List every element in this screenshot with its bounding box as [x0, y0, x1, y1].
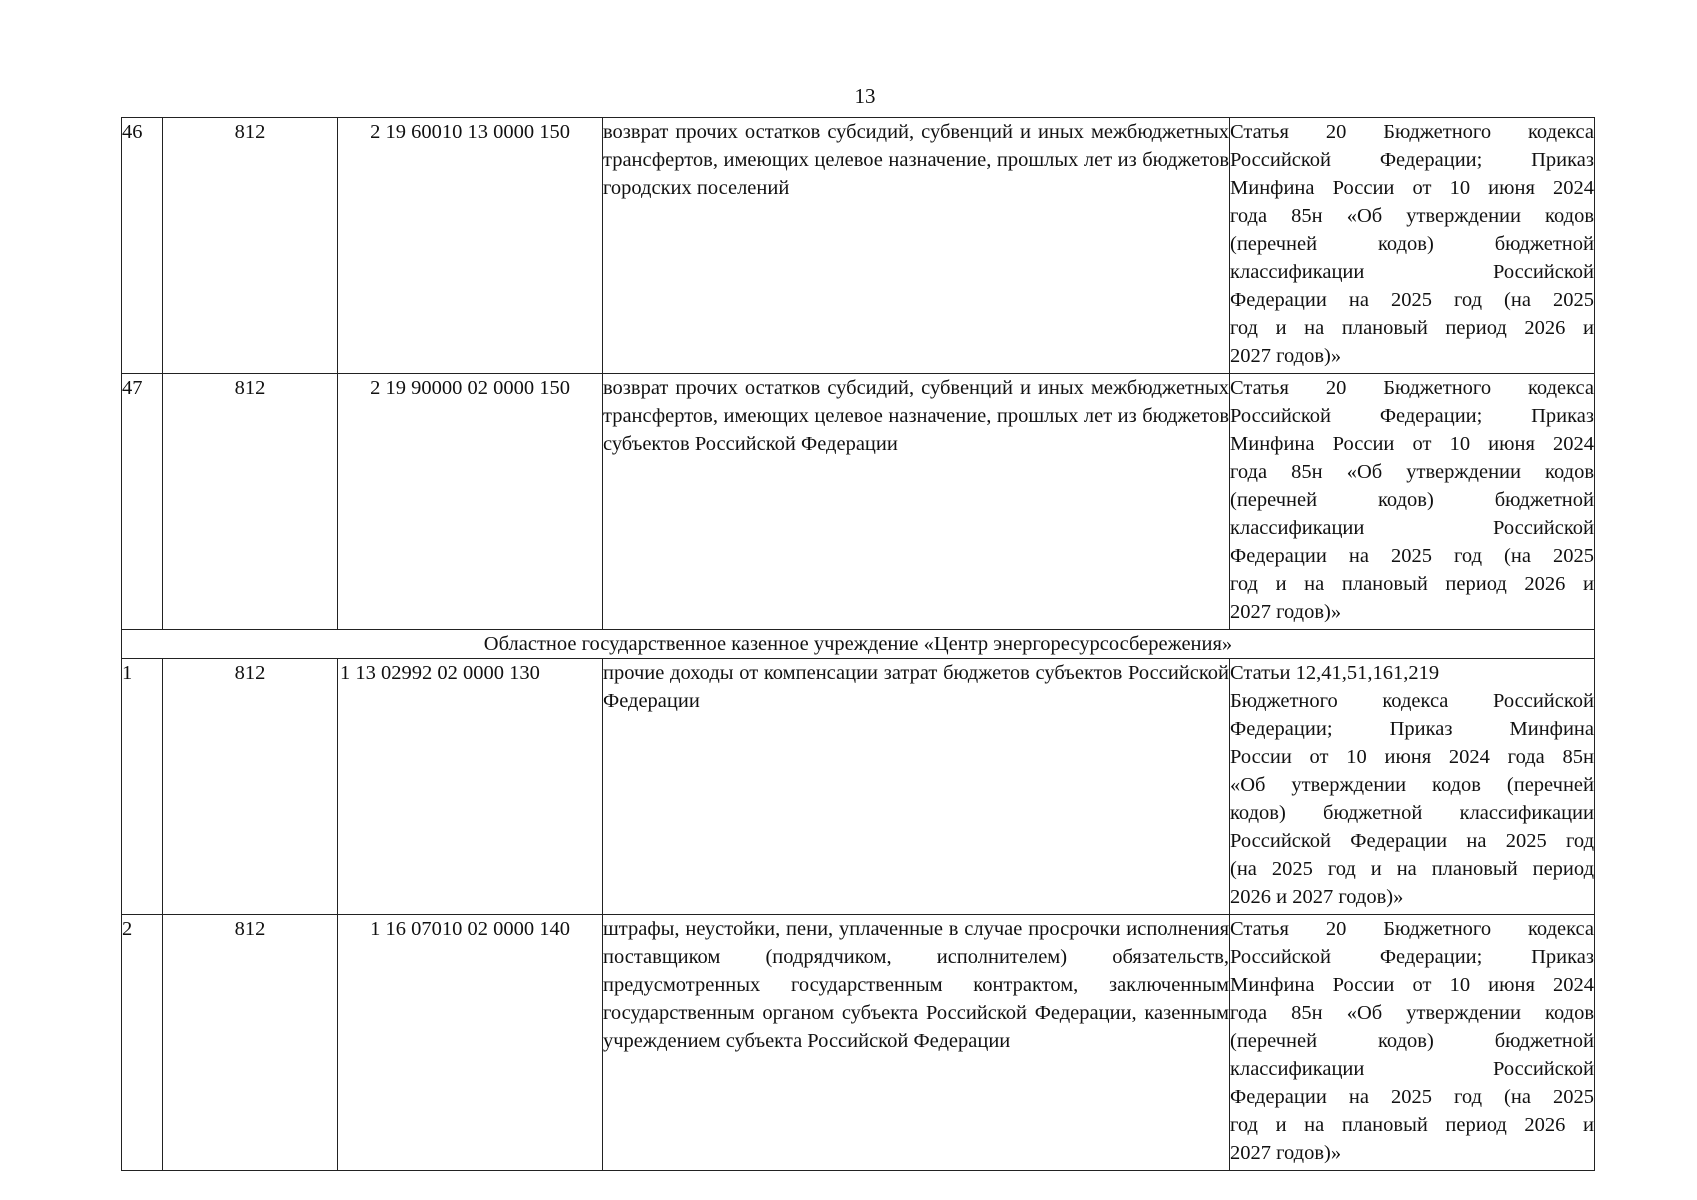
income-description: возврат прочих остатков субсидий, субвенций и иных межбюджетных трансфертов, имеющих целевое назначение, прошлых лет из бюджетов городских поселений: [603, 118, 1230, 374]
legal-basis: Статья 20 Бюджетного кодекса Российской Федерации; Приказ Минфина России от 10 июня 2024 года 85н «Об утверждении кодов (перечней кодов) бюджетной классификации Российской Федерации на 2025 год (на 2025 год и на плановый период 2026 и 2027 годов)»: [1230, 118, 1595, 374]
income-description: штрафы, неустойки, пени, уплаченные в случае просрочки исполнения поставщиком (подрядчиком, исполнителем) обязательств, предусмотренных государственным контрактом, заключенным государственным органом субъекта Российской Федерации, казенным учреждением субъекта Российской Федерации: [603, 915, 1230, 1171]
table-row: [122, 915, 1595, 1171]
row-number: 47: [122, 374, 163, 630]
row-number: 46: [122, 118, 163, 374]
section-title: Областное государственное казенное учреждение «Центр энергоресурсосбережения»: [122, 630, 1595, 659]
income-description: прочие доходы от компенсации затрат бюджетов субъектов Российской Федерации: [603, 659, 1230, 915]
section-header-row: [122, 630, 1595, 659]
row-number: 1: [122, 659, 163, 915]
admin-code: 812: [163, 659, 338, 915]
legal-basis: Статья 20 Бюджетного кодекса Российской Федерации; Приказ Минфина России от 10 июня 2024 года 85н «Об утверждении кодов (перечней кодов) бюджетной классификации Российской Федерации на 2025 год (на 2025 год и на плановый период 2026 и 2027 годов)»: [1230, 915, 1595, 1171]
table-row: [122, 374, 1595, 630]
budget-code: 2 19 90000 02 0000 150: [338, 374, 603, 630]
legal-basis: Статьи 12,41,51,161,219 Бюджетного кодекса Российской Федерации; Приказ Минфина России от 10 июня 2024 года 85н «Об утверждении кодов (перечней кодов) бюджетной классификации Российской Федерации на 2025 год (на 2025 год и на плановый период 2026 и 2027 годов)»: [1230, 659, 1595, 915]
table-row: [122, 659, 1595, 915]
budget-code: 2 19 60010 13 0000 150: [338, 118, 603, 374]
admin-code: 812: [163, 118, 338, 374]
budget-codes-table: [121, 117, 1595, 1171]
page-number: 13: [854, 84, 876, 108]
admin-code: 812: [163, 915, 338, 1171]
income-description: возврат прочих остатков субсидий, субвенций и иных межбюджетных трансфертов, имеющих целевое назначение, прошлых лет из бюджетов субъектов Российской Федерации: [603, 374, 1230, 630]
legal-basis: Статья 20 Бюджетного кодекса Российской Федерации; Приказ Минфина России от 10 июня 2024 года 85н «Об утверждении кодов (перечней кодов) бюджетной классификации Российской Федерации на 2025 год (на 2025 год и на плановый период 2026 и 2027 годов)»: [1230, 374, 1595, 630]
admin-code: 812: [163, 374, 338, 630]
row-number: 2: [122, 915, 163, 1171]
budget-code: 1 16 07010 02 0000 140: [338, 915, 603, 1171]
budget-code: 1 13 02992 02 0000 130: [338, 659, 603, 915]
table-row: [122, 118, 1595, 374]
